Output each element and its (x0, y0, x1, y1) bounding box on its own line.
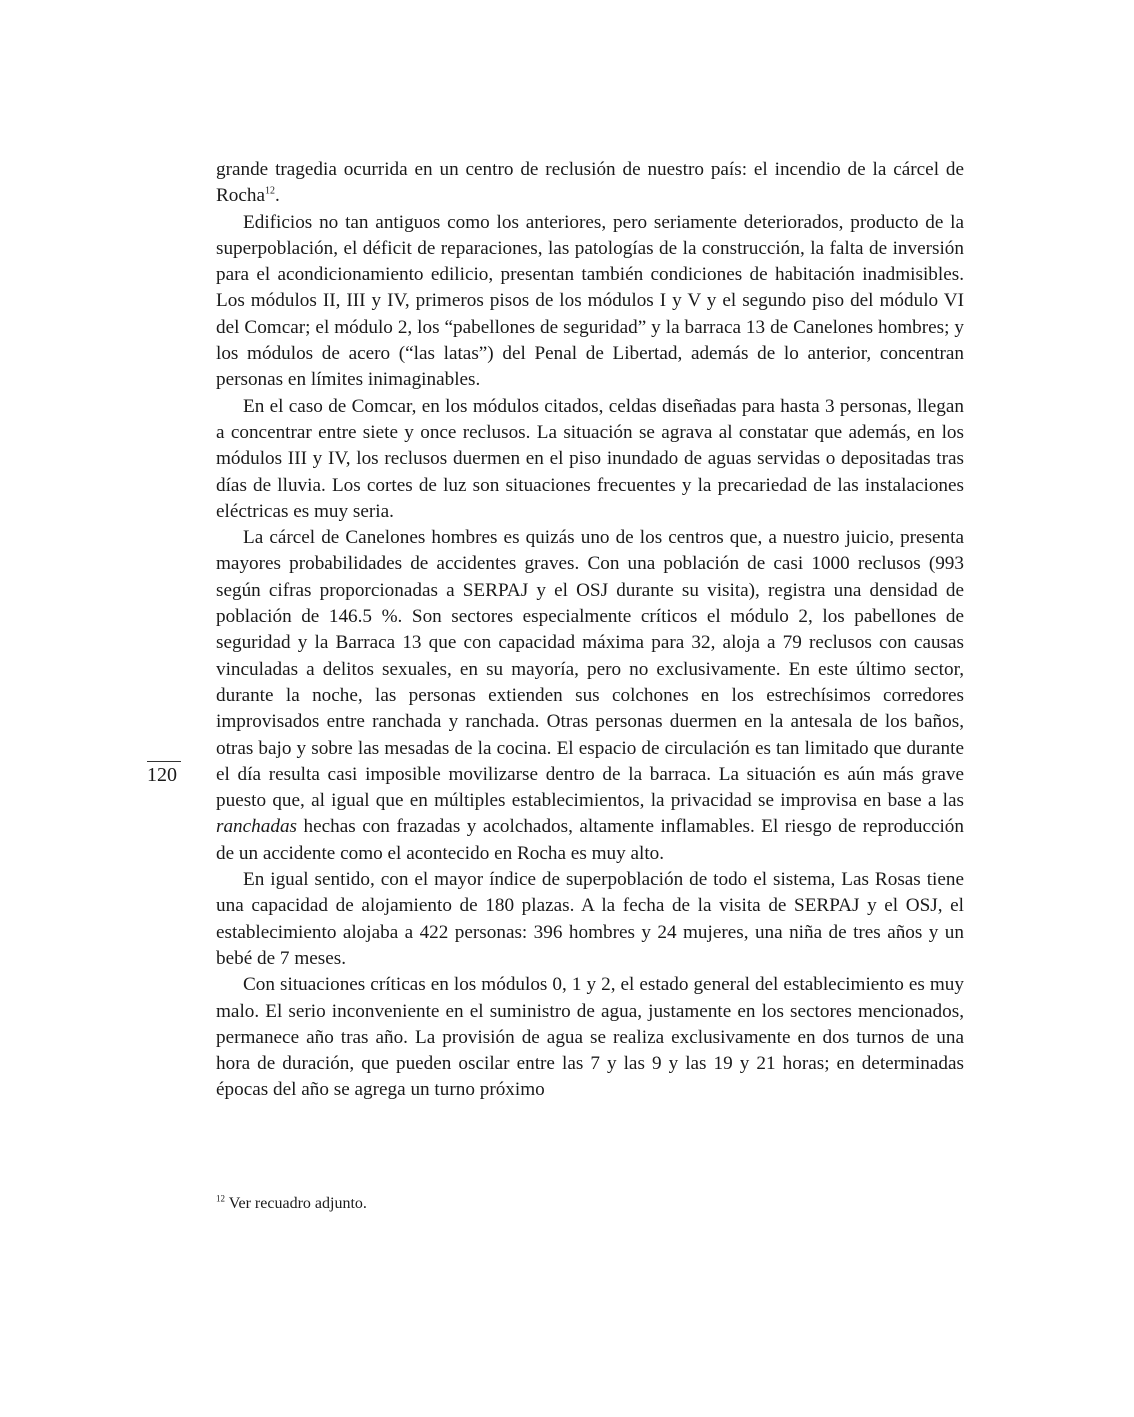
paragraph-4: La cárcel de Canelones hombres es quizás uno de los centros que, a nuestro juicio, presenta mayores probabilidades de accidentes graves. Con una población de casi 1000 reclusos (993 según cifras proporcionadas a SERPAJ y el OSJ durante su visita), registra una densidad de población de 146.5 %. Son sectores especialmente críticos el módulo 2, los pabellones de seguridad y la Barraca 13 que con capacidad máxima para 32, aloja a 79 reclusos con causas vinculadas a delitos sexuales, en su mayoría, pero no exclusivamente. En este último sector, durante la noche, las personas extienden sus colchones en los estrechísimos corredores improvisados entre ranchada y ranchada. Otras personas duermen en la antesala de los baños, otras bajo y sobre las mesadas de la cocina. El espacio de circulación es tan limitado que durante el día resulta casi imposible movilizarse dentro de la barraca. La situación es aún más grave puesto que, al igual que en múltiples establecimientos, la privacidad se improvisa en base a las ranchadas hechas con frazadas y acolchados, altamente inflamables. El riesgo de reproducción de un accidente como el acontecido en Rocha es muy alto. (216, 527, 964, 864)
paragraph-2: Edificios no tan antiguos como los anteriores, pero seriamente deteriorados, producto de la superpoblación, el déficit de reparaciones, las patologías de la construcción, la falta de inversión para el acondicionamiento edilicio, presentan también condiciones de habitación inadmisibles. Los módulos II, III y IV, primeros pisos de los módulos I y V y el segundo piso del módulo VI del Comcar; el módulo 2, los “pabellones de seguridad” y la barraca 13 de Canelones hombres; y los módulos de acero (“las latas”) del Penal de Libertad, además de lo anterior, concentran personas en límites inimaginables. (216, 211, 964, 391)
paragraph-3: En el caso de Comcar, en los módulos citados, celdas diseñadas para hasta 3 personas, llegan a concentrar entre siete y once reclusos. La situación se agrava al constatar que además, en los módulos III y IV, los reclusos duermen en el piso inundado de aguas servidas o depositadas tras días de lluvia. Los cortes de luz son situaciones frecuentes y la precariedad de las instalaciones eléctricas es muy seria. (216, 395, 964, 522)
footnote-marker: 12 (216, 1193, 225, 1204)
footnote-ref-12[interactable]: 12 (265, 185, 276, 197)
body-text (216, 157, 964, 1104)
footnote (216, 1193, 964, 1215)
paragraph-5: En igual sentido, con el mayor índice de superpoblación de todo el sistema, Las Rosas tiene una capacidad de alojamiento de 180 plazas. A la fecha de la visita de SERPAJ y el OSJ, el establecimiento alojaba a 422 personas: 396 hombres y 24 mujeres, una niña de tres años y un bebé de 7 meses. (216, 869, 964, 969)
page-number: 120 (147, 764, 177, 786)
italic-term: ranchadas (216, 816, 298, 838)
paragraph-1: grande tragedia ocurrida en un centro de reclusión de nuestro país: el incendio de la cárcel de Rocha$^{12}$. (216, 159, 964, 207)
paragraph-6: Con situaciones críticas en los módulos 0, 1 y 2, el estado general del establecimiento es muy malo. El serio inconveniente en el suministro de agua, justamente en los sectores mencionados, permanece año tras año. La provisión de agua se realiza exclusivamente en dos turnos de una hora de duración, que pueden oscilar entre las 7 y las 9 y las 19 y 21 horas; en determinadas épocas del año se agrega un turno próximo (216, 974, 964, 1101)
footnote-text: Ver recuadro adjunto. (228, 1195, 367, 1212)
